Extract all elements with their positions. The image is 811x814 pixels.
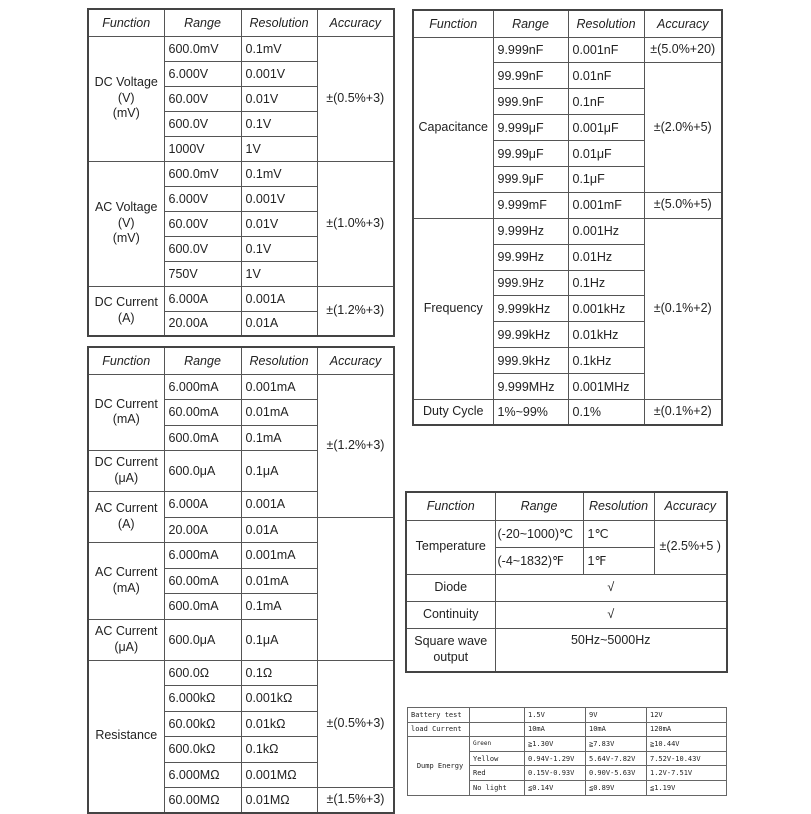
accuracy-cell: ±(0.1%+2)	[644, 399, 722, 425]
range-cell: 9.999mF	[493, 192, 568, 218]
battery-test-table	[407, 707, 727, 796]
range-cell: 99.99nF	[493, 63, 568, 89]
function-label-line: DC Current	[94, 455, 158, 470]
function-label-line: (μA)	[114, 639, 139, 654]
function-ac-voltage	[88, 161, 164, 286]
battery-value: 12V	[647, 708, 727, 723]
range-cell: 20.00A	[164, 517, 241, 543]
resolution-cell: 0.001mA	[241, 543, 317, 569]
resolution-cell: 0.1mA	[241, 594, 317, 620]
resolution-cell: 0.01μF	[568, 141, 644, 167]
header-resolution: Resolution	[241, 9, 317, 36]
range-cell: 6.000A	[164, 492, 241, 518]
range-cell: 20.00A	[164, 311, 241, 336]
function-label-line: (A)	[117, 310, 135, 325]
range-cell: 600.0μA	[164, 619, 241, 660]
resolution-cell: 0.1V	[241, 111, 317, 136]
resolution-cell: 0.001μF	[568, 115, 644, 141]
resolution-cell: 0.1V	[241, 236, 317, 261]
spec-table-current	[87, 346, 395, 814]
table-row	[406, 574, 727, 601]
voltage-threshold: 1.2V-7.51V	[647, 766, 727, 781]
range-cell: 600.0V	[164, 111, 241, 136]
voltage-threshold: ≧1.30V	[525, 737, 586, 752]
resolution-cell: 0.1mV	[241, 36, 317, 61]
voltage-threshold: 7.52V-10.43V	[647, 751, 727, 766]
range-cell: 1%~99%	[493, 399, 568, 425]
range-cell: 999.9Hz	[493, 270, 568, 296]
range-cell: 999.9μF	[493, 166, 568, 192]
header-resolution: Resolution	[241, 347, 317, 374]
resolution-cell: 0.1μF	[568, 166, 644, 192]
function-label-line: (mA)	[112, 412, 140, 427]
range-cell: 6.000A	[164, 286, 241, 311]
voltage-threshold: ≦0.89V	[586, 780, 647, 795]
resolution-cell: 0.001kΩ	[241, 686, 317, 712]
accuracy-cell: ±(5.0%+5)	[644, 192, 722, 218]
function-label-line: (mA)	[112, 580, 140, 595]
resolution-cell: 0.1Hz	[568, 270, 644, 296]
resolution-cell: 0.001mF	[568, 192, 644, 218]
function-label-line: (mV)	[112, 231, 140, 246]
range-cell: 600.0kΩ	[164, 737, 241, 763]
function-dc-current-ua	[88, 451, 164, 492]
function-frequency: Frequency	[413, 218, 493, 399]
voltage-threshold: 0.15V-0.93V	[525, 766, 586, 781]
range-cell: 60.00mA	[164, 400, 241, 426]
resolution-cell: 1V	[241, 136, 317, 161]
voltage-threshold: ≦0.14V	[525, 780, 586, 795]
range-cell: (-20~1000)℃	[495, 520, 583, 547]
table-row	[88, 36, 394, 61]
range-cell: 6.000mA	[164, 543, 241, 569]
load-current-value: 10mA	[525, 722, 586, 737]
resolution-cell: 1V	[241, 261, 317, 286]
battery-value: 9V	[586, 708, 647, 723]
header-resolution: Resolution	[583, 492, 654, 520]
header-accuracy: Accuracy	[644, 10, 722, 37]
resolution-cell: 0.01MΩ	[241, 788, 317, 814]
range-cell: 6.000MΩ	[164, 762, 241, 788]
resolution-cell: 0.1%	[568, 399, 644, 425]
range-cell: 600.0V	[164, 236, 241, 261]
battery-value: 1.5V	[525, 708, 586, 723]
table-row	[88, 374, 394, 400]
resolution-cell: 0.01nF	[568, 63, 644, 89]
table-row	[408, 722, 727, 737]
resolution-cell: 0.001mA	[241, 374, 317, 400]
header-resolution: Resolution	[568, 10, 644, 37]
voltage-threshold: ≧7.83V	[586, 737, 647, 752]
spec-table-capacitance-frequency	[412, 9, 723, 426]
accuracy-cell: ±(5.0%+20)	[644, 37, 722, 63]
check-mark: √	[495, 601, 727, 628]
function-continuity: Continuity	[406, 601, 495, 628]
voltage-threshold: ≧10.44V	[647, 737, 727, 752]
resolution-cell: 1℉	[583, 547, 654, 574]
range-cell: 9.999μF	[493, 115, 568, 141]
function-square-wave	[406, 628, 495, 672]
range-cell: 99.99Hz	[493, 244, 568, 270]
table-row	[408, 708, 727, 723]
range-cell: 600.0mA	[164, 425, 241, 451]
range-cell: 6.000kΩ	[164, 686, 241, 712]
accuracy-cell: ±(1.5%+3)	[317, 788, 394, 814]
resolution-cell: 0.01A	[241, 311, 317, 336]
range-cell: 9.999MHz	[493, 374, 568, 400]
voltage-threshold: 0.90V-5.63V	[586, 766, 647, 781]
resolution-cell: 0.001A	[241, 286, 317, 311]
function-capacitance: Capacitance	[413, 37, 493, 218]
range-cell: 6.000V	[164, 186, 241, 211]
header-accuracy: Accuracy	[654, 492, 727, 520]
header-function: Function	[88, 347, 164, 374]
function-label-line: DC Current	[94, 396, 158, 411]
range-cell: 999.9kHz	[493, 348, 568, 374]
resolution-cell: 0.1kΩ	[241, 737, 317, 763]
function-ac-current-ua	[88, 619, 164, 660]
resolution-cell: 0.1kHz	[568, 348, 644, 374]
resolution-cell: 0.01mA	[241, 568, 317, 594]
range-cell: 600.0μA	[164, 451, 241, 492]
resolution-cell: 0.1μA	[241, 451, 317, 492]
function-label-line: AC Current	[94, 501, 158, 516]
function-dc-current-a	[88, 286, 164, 336]
function-ac-current-ma	[88, 543, 164, 620]
function-label-line: AC Voltage	[94, 200, 158, 215]
table-row	[88, 619, 394, 660]
range-cell: 9.999kHz	[493, 296, 568, 322]
accuracy-cell: ±(0.5%+3)	[317, 660, 394, 788]
load-current-value: 120mA	[647, 722, 727, 737]
voltage-threshold: ≦1.19V	[647, 780, 727, 795]
square-wave-value: 50Hz~5000Hz	[495, 628, 727, 672]
load-current-label: load Current	[408, 722, 470, 737]
header-function: Function	[406, 492, 495, 520]
function-label-line: DC Voltage	[94, 75, 158, 90]
range-cell: 6.000mA	[164, 374, 241, 400]
header-accuracy: Accuracy	[317, 9, 394, 36]
table-row	[406, 628, 727, 672]
resolution-cell: 0.01mA	[241, 400, 317, 426]
header-function: Function	[88, 9, 164, 36]
range-cell: 6.000V	[164, 61, 241, 86]
resolution-cell: 0.001Hz	[568, 218, 644, 244]
function-label-line: (mV)	[112, 106, 140, 121]
indicator-color: Red	[470, 766, 525, 781]
resolution-cell: 0.001V	[241, 61, 317, 86]
range-cell: 1000V	[164, 136, 241, 161]
spec-table-temperature	[405, 491, 728, 673]
function-label-line: (A)	[117, 517, 135, 531]
resolution-cell: 0.001V	[241, 186, 317, 211]
range-cell: 600.0Ω	[164, 660, 241, 686]
indicator-color: No light	[470, 780, 525, 795]
function-label-line: AC Current	[94, 565, 158, 580]
resolution-cell: 0.01V	[241, 86, 317, 111]
function-dc-current-ma	[88, 374, 164, 451]
empty-cell	[470, 708, 525, 723]
table-row	[88, 660, 394, 686]
range-cell: 600.0mA	[164, 594, 241, 620]
range-cell: 9.999Hz	[493, 218, 568, 244]
accuracy-cell: ±(0.5%+3)	[317, 36, 394, 161]
range-cell: 750V	[164, 261, 241, 286]
resolution-cell: 0.1μA	[241, 619, 317, 660]
table-row	[406, 601, 727, 628]
function-resistance: Resistance	[88, 660, 164, 813]
table-row	[408, 737, 727, 752]
accuracy-cell: ±(0.1%+2)	[644, 218, 722, 399]
empty-cell	[470, 722, 525, 737]
range-cell: 60.00kΩ	[164, 711, 241, 737]
function-label-line: (V)	[117, 90, 135, 105]
range-cell: 60.00MΩ	[164, 788, 241, 814]
accuracy-cell: ±(1.0%+3)	[317, 161, 394, 286]
indicator-color: Yellow	[470, 751, 525, 766]
resolution-cell: 1℃	[583, 520, 654, 547]
function-label-line: output	[433, 649, 469, 664]
dump-energy-label: Dump Energy	[408, 737, 470, 795]
header-function: Function	[413, 10, 493, 37]
table-row	[413, 399, 722, 425]
range-cell: 99.99μF	[493, 141, 568, 167]
resolution-cell: 0.01kΩ	[241, 711, 317, 737]
header-range: Range	[164, 9, 241, 36]
table-row	[413, 37, 722, 63]
range-cell: 600.0mV	[164, 161, 241, 186]
range-cell: 600.0mV	[164, 36, 241, 61]
function-label-line: DC Current	[94, 295, 158, 310]
function-temperature: Temperature	[406, 520, 495, 574]
function-dc-voltage	[88, 36, 164, 161]
range-cell: 60.00V	[164, 211, 241, 236]
resolution-cell: 0.01Hz	[568, 244, 644, 270]
function-duty-cycle: Duty Cycle	[413, 399, 493, 425]
voltage-threshold: 0.94V-1.29V	[525, 751, 586, 766]
range-cell: 99.99kHz	[493, 322, 568, 348]
battery-test-label: Battery test	[408, 708, 470, 723]
table-row	[88, 543, 394, 569]
header-range: Range	[164, 347, 241, 374]
accuracy-cell: ±(2.5%+5 )	[654, 520, 727, 574]
resolution-cell: 0.01kHz	[568, 322, 644, 348]
function-label-line: AC Current	[94, 623, 158, 638]
accuracy-cell: ±(1.2%+3)	[317, 286, 394, 336]
range-cell: (-4~1832)℉	[495, 547, 583, 574]
resolution-cell: 0.001MΩ	[241, 762, 317, 788]
voltage-threshold: 5.64V-7.82V	[586, 751, 647, 766]
check-mark: √	[495, 574, 727, 601]
resolution-cell: 0.001A	[241, 492, 317, 518]
range-cell: 60.00V	[164, 86, 241, 111]
header-range: Range	[495, 492, 583, 520]
resolution-cell: 0.001kHz	[568, 296, 644, 322]
function-label-line: (μA)	[114, 471, 139, 485]
range-cell: 60.00mA	[164, 568, 241, 594]
function-diode: Diode	[406, 574, 495, 601]
resolution-cell: 0.01A	[241, 517, 317, 543]
resolution-cell: 0.1Ω	[241, 660, 317, 686]
accuracy-cell: ±(2.0%+5)	[644, 63, 722, 192]
indicator-color: Green	[470, 737, 525, 752]
header-range: Range	[493, 10, 568, 37]
spec-table-voltage	[87, 8, 395, 337]
table-row	[413, 218, 722, 244]
function-label-line: (V)	[117, 215, 135, 230]
resolution-cell: 0.01V	[241, 211, 317, 236]
resolution-cell: 0.1nF	[568, 89, 644, 115]
range-cell: 999.9nF	[493, 89, 568, 115]
table-row	[406, 520, 727, 547]
accuracy-cell: ±(1.2%+3)	[317, 374, 394, 517]
resolution-cell: 0.001nF	[568, 37, 644, 63]
resolution-cell: 0.1mA	[241, 425, 317, 451]
header-accuracy: Accuracy	[317, 347, 394, 374]
function-label-line: Square wave	[414, 634, 488, 649]
resolution-cell: 0.1mV	[241, 161, 317, 186]
function-ac-current-a	[88, 492, 164, 543]
table-row	[88, 286, 394, 311]
load-current-value: 10mA	[586, 722, 647, 737]
table-row	[88, 161, 394, 186]
range-cell: 9.999nF	[493, 37, 568, 63]
resolution-cell: 0.001MHz	[568, 374, 644, 400]
